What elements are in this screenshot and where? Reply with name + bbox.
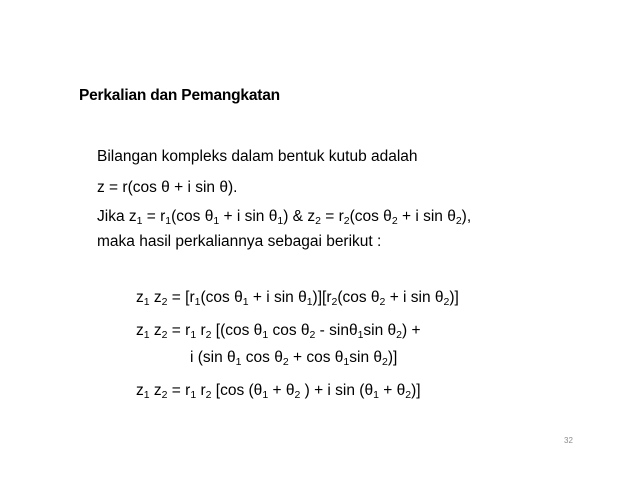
subscript: 1 <box>143 329 150 341</box>
text-segment: )] <box>387 349 398 366</box>
subscript: 2 <box>455 215 462 227</box>
text-segment: (cos θ <box>200 289 243 306</box>
text-segment: z <box>136 382 144 399</box>
text-segment: = r <box>167 382 191 399</box>
text-segment: - sinθ <box>315 322 358 339</box>
subscript: 1 <box>306 296 313 308</box>
subscript: 1 <box>213 215 220 227</box>
text-segment: + θ <box>268 382 295 399</box>
text-segment: Jika z <box>97 208 137 225</box>
subscript: 1 <box>262 389 269 401</box>
text-segment: z <box>136 322 144 339</box>
subscript: 2 <box>396 329 403 341</box>
subscript: 2 <box>391 215 398 227</box>
formula-line-1 <box>136 288 459 308</box>
text-segment: + i sin θ <box>385 289 444 306</box>
text-segment: + i sin θ <box>219 208 278 225</box>
text-segment: ) + <box>402 322 421 339</box>
subscript: 2 <box>205 329 212 341</box>
subscript: 2 <box>309 329 316 341</box>
text-segment: = r <box>167 322 191 339</box>
text-segment: + i sin θ <box>248 289 307 306</box>
subscript: 2 <box>161 389 168 401</box>
subscript: 1 <box>277 215 284 227</box>
subscript: 2 <box>382 356 388 368</box>
subscript: 2 <box>315 215 321 227</box>
text-segment: ) & z <box>283 208 316 225</box>
subscript: 2 <box>331 296 338 308</box>
text-segment: ) + i sin (θ <box>300 382 374 399</box>
formula-line-4 <box>136 381 421 401</box>
text-segment: z <box>149 289 162 306</box>
subscript: 2 <box>379 296 386 308</box>
text-segment: [(cos θ <box>211 322 263 339</box>
paragraph-line-4: maka hasil perkaliannya sebagai berikut : <box>97 233 382 250</box>
text-segment: )][r <box>312 289 332 306</box>
subscript: 1 <box>194 296 201 308</box>
slide-title: Perkalian dan Pemangkatan <box>79 87 280 104</box>
subscript: 2 <box>294 389 301 401</box>
subscript: 1 <box>190 389 197 401</box>
text-segment: (cos θ <box>337 289 380 306</box>
text-segment: z <box>149 382 162 399</box>
paragraph-line-1: Bilangan kompleks dalam bentuk kutub adalah <box>97 148 418 165</box>
text-segment: cos θ <box>241 349 283 366</box>
text-segment: [cos (θ <box>211 382 263 399</box>
text-segment: sin θ <box>349 349 383 366</box>
subscript: 1 <box>143 389 150 401</box>
formula-line-3 <box>190 348 397 368</box>
subscript: 2 <box>205 389 212 401</box>
text-segment: r <box>196 382 206 399</box>
subscript: 1 <box>343 356 350 368</box>
text-segment: + i sin θ <box>397 208 456 225</box>
subscript: 1 <box>373 389 379 401</box>
text-segment: + cos θ <box>288 349 344 366</box>
subscript: 1 <box>262 329 269 341</box>
formula-line-2 <box>136 321 421 341</box>
text-segment: = r <box>142 208 166 225</box>
subscript: 1 <box>165 215 172 227</box>
text-segment: = r <box>320 208 344 225</box>
subscript: 1 <box>357 329 364 341</box>
text-segment: sin θ <box>363 322 397 339</box>
paragraph-line-2: z = r(cos θ + i sin θ). <box>97 179 238 196</box>
subscript: 1 <box>136 215 143 227</box>
subscript: 1 <box>235 356 242 368</box>
text-segment: )] <box>449 289 459 306</box>
subscript: 2 <box>161 296 168 308</box>
subscript: 2 <box>282 356 289 368</box>
subscript: 2 <box>343 215 350 227</box>
text-segment: ), <box>461 208 472 225</box>
text-segment: r <box>196 322 206 339</box>
text-segment: z <box>149 322 162 339</box>
text-segment: cos θ <box>268 322 310 339</box>
text-segment: )] <box>411 382 421 399</box>
subscript: 2 <box>405 389 412 401</box>
text-segment: (cos θ <box>171 208 214 225</box>
text-segment: + θ <box>378 382 406 399</box>
subscript: 2 <box>443 296 450 308</box>
page-number: 32 <box>564 436 573 445</box>
text-segment: i (sin θ <box>190 349 236 366</box>
paragraph-line-3 <box>97 207 471 227</box>
text-segment: (cos θ <box>349 208 392 225</box>
subscript: 1 <box>242 296 249 308</box>
subscript: 1 <box>190 329 197 341</box>
text-segment: z <box>136 289 144 306</box>
text-segment: = [r <box>167 289 195 306</box>
subscript: 1 <box>143 296 150 308</box>
subscript: 2 <box>161 329 168 341</box>
